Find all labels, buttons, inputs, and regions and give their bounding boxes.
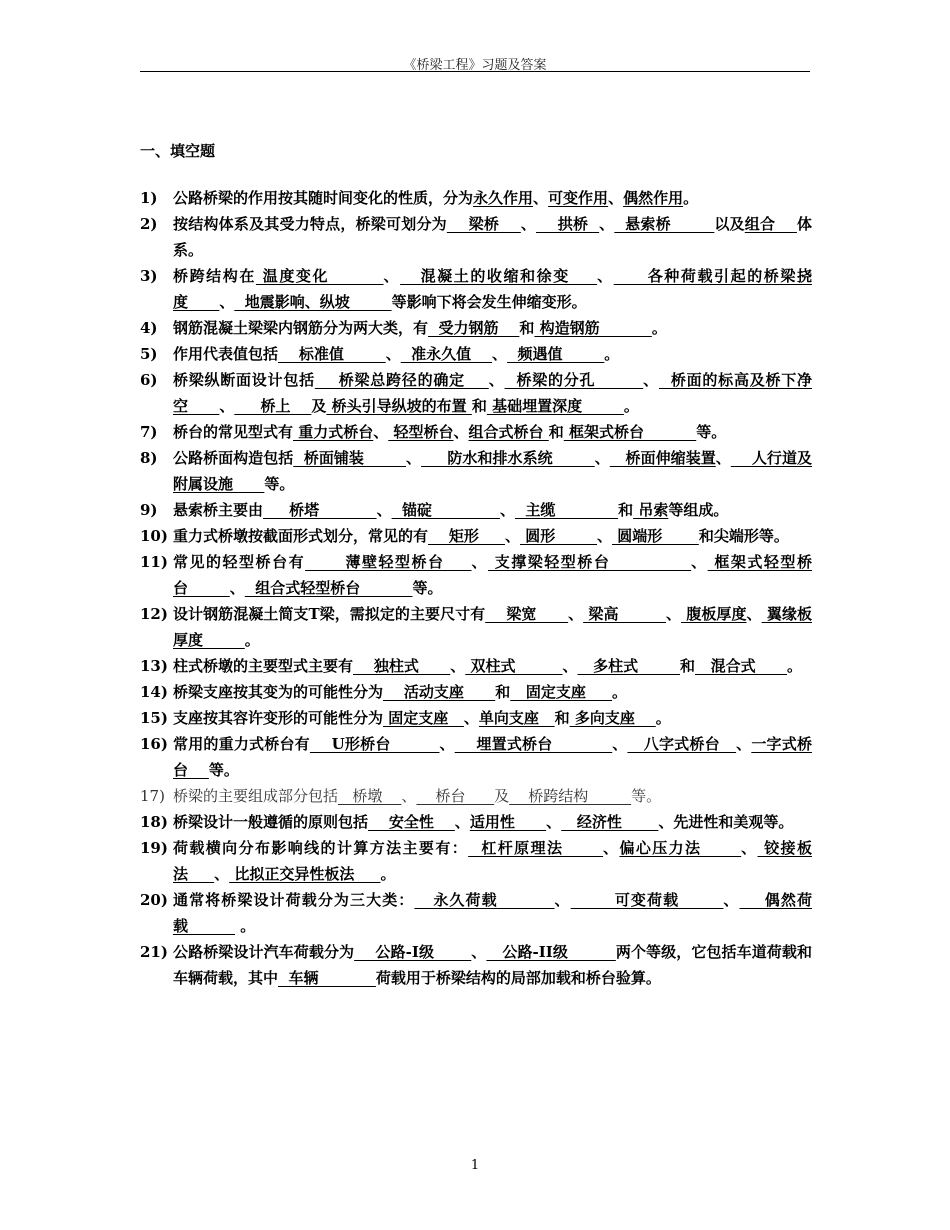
question-text: 。 [651, 319, 667, 337]
question-text: 、 [612, 735, 628, 753]
answer-blank: U形桥台 [309, 735, 440, 753]
question-text: 桥梁设计一般遵循的原则包括 [173, 813, 369, 831]
question-text: 、 [385, 345, 401, 363]
question-text: 体系。 [173, 215, 812, 259]
answer-blank: 构造钢筋 [534, 319, 652, 337]
question-text: 、 [736, 735, 752, 753]
answer-blank: 梁桥 [446, 215, 521, 233]
question-text: 、 [520, 215, 537, 233]
answer-blank: 锚碇 [391, 501, 500, 519]
question-number: 4) [140, 319, 158, 337]
answer-blank: 双柱式 [465, 657, 563, 675]
question-text: 桥梁纵断面设计包括 [173, 371, 315, 389]
question-text: 、 [376, 501, 392, 519]
question-text: 等。 [631, 787, 662, 805]
answer-blank: 框架式桥台 [563, 423, 697, 441]
question-text: 等组成。 [668, 501, 729, 519]
question-text: 等。 [696, 423, 727, 441]
answer-blank: 组合 [744, 215, 797, 233]
answer-blank: 独柱式 [353, 657, 451, 675]
question-number: 9) [140, 501, 158, 519]
question-text: 悬索桥主要由 [173, 501, 264, 519]
page-number: 1 [470, 1158, 480, 1173]
question-text: 、 [746, 605, 762, 623]
question-text: 设计钢筋混凝土简支T梁，需拟定的主要尺寸有 [173, 605, 486, 623]
question-item [140, 809, 812, 835]
question-text: 。 [683, 189, 699, 207]
question-text: 及 [494, 787, 510, 805]
question-item [140, 835, 812, 887]
question-number: 17) [140, 787, 165, 805]
question-item [140, 523, 812, 549]
answer-blank: 比拟正交异性板法 [229, 865, 381, 883]
page-header: 《桥梁工程》习题及答案 [403, 58, 547, 73]
question-item [140, 445, 812, 497]
question-text: 荷载用于桥梁结构的局部加载和桥台验算。 [375, 969, 661, 987]
question-text: 常见的轻型桥台有 [173, 553, 306, 571]
answer-blank: 桥墩 [338, 787, 402, 805]
question-text: 重力式桥墩按截面形式划分，常见的有 [173, 527, 429, 545]
answer-blank: 受力钢筋 [428, 319, 520, 337]
question-text: 桥跨结构在 [173, 267, 256, 285]
answer-blank: 八字式桥台 [627, 735, 737, 753]
answer-blank: 桥跨结构 [509, 787, 632, 805]
question-number: 8) [140, 449, 158, 467]
answer-blank: 永久荷载 [414, 891, 555, 909]
answer-blank: 主缆 [514, 501, 619, 519]
question-text: 、 [453, 423, 469, 441]
answer-blank: 多柱式 [577, 657, 680, 675]
answer-blank: 防水和排水系统 [421, 449, 595, 467]
question-number: 6) [140, 371, 158, 389]
question-list [140, 185, 812, 991]
answer-blank: 偶然荷载 [173, 891, 812, 935]
question-item [140, 185, 812, 211]
question-text: 等。 [208, 761, 239, 779]
question-text: 和 [548, 423, 564, 441]
question-text: 钢筋混凝土梁梁内钢筋分为两大类，有 [173, 319, 429, 337]
question-number: 15) [140, 709, 168, 727]
question-item [140, 783, 812, 809]
answer-blank: 地震影响、纵坡 [234, 293, 392, 311]
question-text: 。 [604, 345, 620, 363]
question-item [140, 653, 812, 679]
answer-blank: 准永久值 [400, 345, 493, 363]
question-item [140, 419, 812, 445]
question-number: 2) [140, 215, 158, 233]
question-text: 、 [406, 449, 422, 467]
question-text: 等。 [412, 579, 443, 597]
question-text: 柱式桥墩的主要型式主要有 [173, 657, 354, 675]
question-text: 两个等级，它包括车道荷载和车辆荷载，其中 [173, 943, 812, 987]
answer-blank: 单向支座 [478, 709, 555, 727]
answer-blank: 梁宽 [485, 605, 569, 623]
question-text: 。 [786, 657, 802, 675]
answer-blank: 桥面伸缩装置 [609, 449, 716, 467]
question-text: 、 [229, 579, 245, 597]
question-text: 、 [603, 839, 620, 857]
answer-blank: 圆形 [520, 527, 598, 545]
question-text: 等影响下将会发生伸缩变形。 [391, 293, 587, 311]
question-number: 14) [140, 683, 168, 701]
question-text: 常用的重力式桥台有 [173, 735, 310, 753]
answer-blank: 杠杆原理法 [468, 839, 604, 857]
answer-blank: 车辆 [278, 969, 376, 987]
question-text: 、 [471, 943, 487, 961]
question-number: 11) [140, 553, 168, 571]
question-number: 16) [140, 735, 168, 753]
question-item [140, 263, 812, 315]
question-number: 18) [140, 813, 168, 831]
answer-blank: 吊索 [633, 501, 669, 519]
answer-blank: 桥上 [234, 397, 312, 415]
question-number: 13) [140, 657, 168, 675]
question-text: 、 [463, 709, 479, 727]
answer-blank: 频遇值 [507, 345, 605, 363]
answer-blank: 重力式桥台 [293, 423, 374, 441]
answer-blank: 桥梁总跨径的确定 [314, 371, 489, 389]
answer-blank: 腹板厚度 [681, 605, 747, 623]
answer-blank: 活动支座 [383, 683, 496, 701]
question-text: 、 [471, 553, 489, 571]
question-text: 、 [599, 215, 615, 233]
question-text: 、 [450, 657, 466, 675]
question-text: 、 [373, 423, 389, 441]
question-item [140, 497, 812, 523]
answer-blank: 混凝土的收缩和徐变 [400, 267, 598, 285]
question-text: 桥梁的主要组成部分包括 [173, 787, 339, 805]
question-text: 、 [562, 657, 578, 675]
answer-blank: 人行道及附属设施 [173, 449, 812, 493]
answer-blank: 混合式 [694, 657, 787, 675]
question-text: 和 [519, 319, 535, 337]
answer-blank: 公路-I级 [354, 943, 472, 961]
answer-blank: 框架式轻型桥台 [173, 553, 812, 597]
question-text: 公路桥面构造包括 [173, 449, 294, 467]
answer-blank: 矩形 [428, 527, 506, 545]
question-text: 、 [401, 787, 417, 805]
answer-blank: 铰接板法 [173, 839, 812, 883]
question-text: 、 [383, 267, 401, 285]
question-number: 3) [140, 267, 158, 285]
question-text: 、 [219, 397, 235, 415]
question-item [140, 939, 812, 991]
answer-blank: 各种荷载引起的桥梁挠度 [173, 267, 812, 311]
answer-blank: 桥台 [416, 787, 495, 805]
answer-blank: 一字式桥台 [173, 735, 812, 779]
answer-blank: 固定支座 [383, 709, 464, 727]
question-text: 通常将桥梁设计荷载分为三大类： [173, 891, 415, 909]
question-text: 、 [439, 735, 455, 753]
question-text: 、 [546, 813, 562, 831]
question-text: 。 [235, 917, 256, 935]
question-number: 21) [140, 943, 168, 961]
answer-blank: 基础埋置深度 [486, 397, 624, 415]
question-text: 桥台的常见型式有 [173, 423, 294, 441]
question-item [140, 211, 812, 263]
question-text: 、 [488, 371, 505, 389]
answer-blank: 薄壁轻型桥台 [305, 553, 472, 571]
answer-blank: 轻型桥台 [388, 423, 454, 441]
answer-blank: 桥面铺装 [293, 449, 407, 467]
answer-blank: 桥塔 [263, 501, 377, 519]
answer-blank: 埋置式桥台 [454, 735, 613, 753]
question-item [140, 731, 812, 783]
question-text: 、 [691, 553, 708, 571]
question-text: 、 [715, 449, 731, 467]
question-item [140, 601, 812, 653]
question-text: 。 [244, 631, 260, 649]
question-number: 1) [140, 189, 158, 207]
question-text: 桥梁支座按其变为的可能性分为 [173, 683, 384, 701]
question-item [140, 679, 812, 705]
question-text: 、 [554, 891, 571, 909]
answer-blank: 偶然作用 [623, 189, 684, 207]
question-text: 荷载横向分布影响线的计算方法主要有： [173, 839, 469, 857]
answer-blank: 适用性 [469, 813, 547, 831]
question-text: 。 [655, 709, 671, 727]
answer-blank: 圆端形 [612, 527, 699, 545]
question-text: 、 [219, 293, 235, 311]
answer-blank: 桥面的标高及桥下净空 [173, 371, 812, 415]
question-text: 、 [533, 189, 549, 207]
question-text: 、 [665, 605, 682, 623]
question-text: 、 [597, 527, 613, 545]
question-text: 和 [554, 709, 570, 727]
question-item [140, 367, 812, 419]
answer-blank: 可变荷载 [570, 891, 724, 909]
question-text: 公路桥梁设计汽车荷载分为 [173, 943, 355, 961]
question-text: 、 [723, 891, 740, 909]
question-text: 按结构体系及其受力特点，桥梁可划分为 [173, 215, 447, 233]
question-text: 、 [594, 449, 610, 467]
answer-blank: 翼缘板厚度 [173, 605, 812, 649]
question-text: 等。 [264, 475, 295, 493]
answer-blank: 组合式桥台 [468, 423, 549, 441]
question-text: 、 [492, 345, 508, 363]
answer-blank: 支撑梁轻型桥台 [488, 553, 692, 571]
question-text: 、 [214, 865, 230, 883]
question-text: 、 [608, 189, 624, 207]
answer-blank: 公路-II级 [486, 943, 616, 961]
question-number: 7) [140, 423, 158, 441]
question-text: 、 [454, 813, 470, 831]
question-text: 以及 [714, 215, 745, 233]
question-number: 10) [140, 527, 168, 545]
answer-blank: 固定支座 [510, 683, 613, 701]
question-text: 和尖端形等。 [698, 527, 789, 545]
answer-blank: 悬索桥 [614, 215, 715, 233]
question-item [140, 315, 812, 341]
answer-blank: 组合式轻型桥台 [244, 579, 413, 597]
question-text: 、 [499, 501, 515, 519]
question-text: 和 [618, 501, 634, 519]
answer-blank: 梁高 [583, 605, 666, 623]
question-text: 、 [568, 605, 584, 623]
question-number: 19) [140, 839, 168, 857]
question-text: 、 [505, 527, 521, 545]
question-item [140, 887, 812, 939]
question-text: 、 [597, 267, 614, 285]
question-number: 5) [140, 345, 158, 363]
answer-blank: 安全性 [368, 813, 455, 831]
question-text: 、先进性和美观等。 [658, 813, 794, 831]
answer-blank: 桥头引导纵坡的布置 [326, 397, 472, 415]
question-text: 、 [741, 839, 758, 857]
question-number: 20) [140, 891, 168, 909]
answer-blank: 拱桥 [536, 215, 600, 233]
section-title: 一、填空题 [140, 142, 216, 160]
answer-blank: 偏心压力法 [619, 839, 742, 857]
question-text: 和 [495, 683, 511, 701]
question-text: 支座按其容许变形的可能性分为 [173, 709, 384, 727]
answer-blank: 温度变化 [255, 267, 384, 285]
question-text: 作用代表值包括 [173, 345, 279, 363]
question-text: 和 [679, 657, 695, 675]
answer-blank: 标准值 [278, 345, 386, 363]
question-item [140, 549, 812, 601]
question-item [140, 341, 812, 367]
answer-blank: 永久作用 [473, 189, 534, 207]
question-text: 公路桥梁的作用按其随时间变化的性质，分为 [173, 189, 474, 207]
question-text: 。 [612, 683, 628, 701]
question-text: 、 [643, 371, 659, 389]
question-number: 12) [140, 605, 168, 623]
answer-blank: 多向支座 [569, 709, 656, 727]
header-rule [140, 71, 810, 72]
question-text: 。 [380, 865, 396, 883]
answer-blank: 可变作用 [548, 189, 609, 207]
question-text: 和 [471, 397, 487, 415]
question-text: 及 [311, 397, 327, 415]
question-text: 。 [623, 397, 639, 415]
answer-blank: 经济性 [561, 813, 659, 831]
question-item [140, 705, 812, 731]
answer-blank: 桥梁的分孔 [504, 371, 644, 389]
